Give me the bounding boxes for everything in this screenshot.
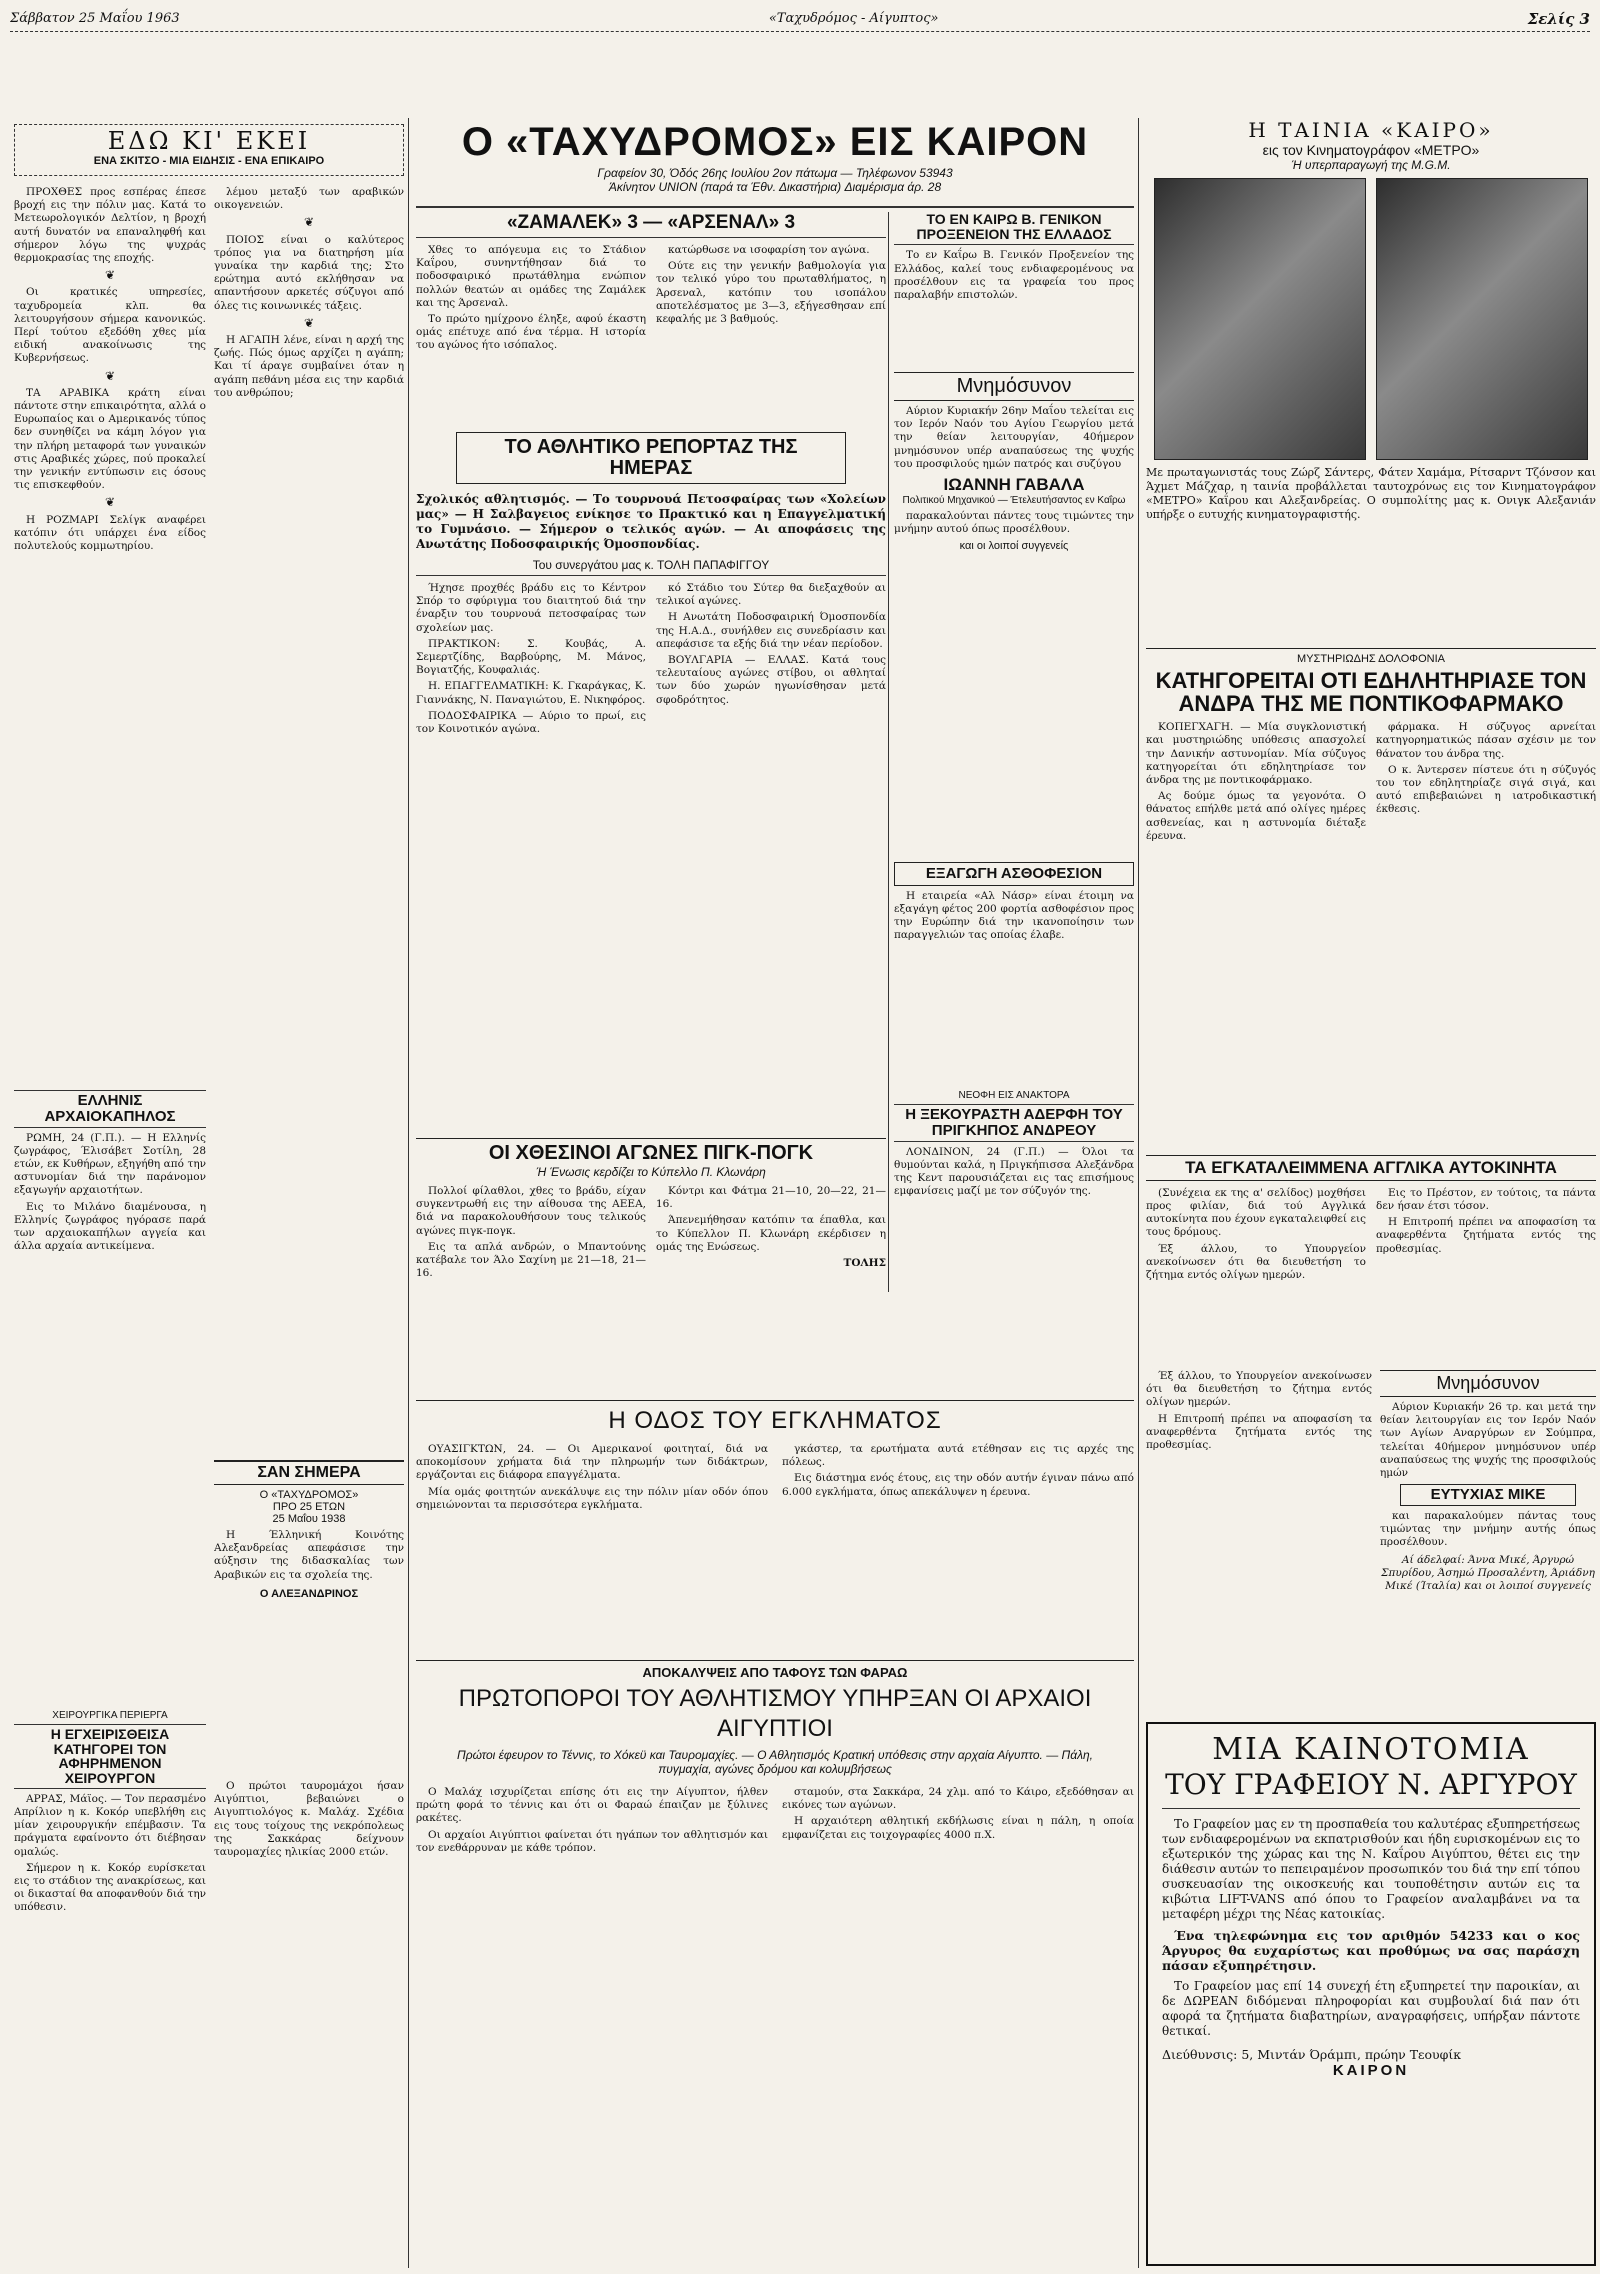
paragraph: Ένα τηλεφώνημα εις τον αριθμόν 54233 και ο κος Άργυρος θα ευχαρίστως και προθύμως να σας παράσχη πάσαν εξυπηρέτησιν. [1162,1928,1580,1973]
crime-street-article [416,1400,1134,1650]
surgery-article [14,1710,206,2265]
paragraph: Ας δούμε όμως τα γεγονότα. Ο θάνατος επήλθε μετά από ολίγες ημέρες ασθενείας, και η αστυνομία διέταξε έρευνα. [1146,790,1366,842]
palace-kicker: ΝΕΟΦΗ ΕΙΣ ΑΝΑΚΤΟΡΑ [958,1090,1070,1101]
paragraph: φάρμακα. Η σύζυγος αρνείται κατηγορηματικώς πάσαν σχέσιν με τον θάνατον του άνδρα της. [1376,721,1596,760]
export-title: ΕΞΑΓΩΓΗ ΑΣΘΟΦΕΣΙΟΝ [894,862,1134,886]
paragraph: ΠΡΑΚΤΙΚΟΝ: Σ. Κουβάς, Α. Σεμερτζίδης, Βαρβούρης, Μ. Μάνος, Βογιατζής, Κουφαλιάς. [416,637,646,677]
paragraph: Ο κ. Άντερσεν πίστευε ότι η σύζυγός του τον εδηλητηρίαζε σιγά σιγά, και αυτό επιβεβαιώνει η ιατροδικαστική έκθεσις. [1376,763,1596,816]
archaeology-article [14,1090,206,1650]
pharaohs-title: ΠΡΩΤΟΠΟΡΟΙ ΤΟΥ ΑΘΛΗΤΙΣΜΟΥ ΥΠΗΡΞΑΝ ΟΙ ΑΡΧΑΙΟΙ ΑΙΓΥΠΤΙΟΙ [458,1685,1092,1742]
paragraph: ΠΡΟΧΘΕΣ προς εσπέρας έπεσε βροχή εις την πόλιν μας. Κατά το Μετεωρολογικόν Δελτίον, η βροχή αυτή δυνατόν να επαναληφθή και σήμερον λόγω της ψυχράς θερμοκρασίας της εποχής. [14,186,206,265]
pharaohs-subtitle: Πρώτοι έφευρον το Τέννις, το Χόκεϋ και Ταυρομαχίες. — Ο Αθλητισμός Κρατική υπόθεσις στην αρχαία Αίγυπτο. — Πάλη, πυγμαχία, αγώνες δρόμου και κολυμβήσεως [457,1748,1093,1776]
film-line1: εις τον Κινηματογράφον «ΜΕΤΡΟ» [1262,142,1480,158]
paragraph: και παρακαλούμεν πάντας τους τιμώντας την μνήμην αυτής όπως προσέλθουν. [1380,1509,1596,1549]
san-simera-line1: Ο «ΤΑΧΥΔΡΟΜΟΣ» [259,1489,359,1501]
paragraph: γκάστερ, τα ερωτήματα αυτά ετέθησαν εις τις αρχές της πόλεως. [782,1443,1134,1469]
palace-title: Η ΞΕΚΟΥΡΑΣΤΗ ΑΔΕΡΦΗ ΤΟΥ ΠΡΙΓΚΗΠΟΣ ΑΝΔΡΕΟΥ [894,1104,1134,1142]
signature: ΤΟΛΗΣ [843,1257,886,1270]
paragraph: ΟΥΑΣΙΓΚΤΩΝ, 24. — Οι Αμερικανοί φοιτηταί, διά να αποκομίσουν χρήματα διά την πληρωμήν των διδάκτρων, εργάζονται εις διάφορα επαγγέλματα. [416,1443,768,1482]
ad-title2: ΤΟΥ ΓΡΑΦΕΙΟΥ Ν. ΑΡΓΥΡΟΥ [1162,1768,1580,1809]
crime-street-title: Η ΟΔΟΣ ΤΟΥ ΕΓΚΛΗΜΑΤΟΣ [416,1400,1134,1435]
paragraph: Η Ανωτάτη Ποδοσφαιρική Όμοσπονδία της Η.Α.Δ., συνήλθεν εις συνεδρίασιν και απεφάσισε τα εξής διά την νέαν περίοδον. [656,611,886,650]
murder-kicker: ΜΥΣΤΗΡΙΩΔΗΣ ΔΟΛΟΦΟΝΙΑ [1146,648,1596,665]
masthead-line2: Άκίνητον UNION (παρά τα Έθν. Δικαστήρια) Διαμέρισμα άρ. 28 [608,180,942,194]
separator: ❦ [104,268,116,283]
paragraph: Εις τα απλά ανδρών, ο Μπαντούνης κατέβαλε τον Άλο Σαχίνη με 21—18, 21—16. [416,1240,646,1280]
archaeology-title: ΕΛΛΗΝΙΣ ΑΡΧΑΙΟΚΑΠΗΛΟΣ [14,1090,206,1128]
paragraph: ΡΩΜΗ, 24 (Γ.Π.). — Η Ελληνίς ζωγράφος, Έλισάβετ Σοτίλη, 28 ετών, εκ Κυθήρων, εξηγήθη από την αστυνομίαν διά την παράνομον εξαγωγήν αρχαιοτήτων. [14,1131,206,1197]
paragraph: Το πρώτο ημίχρονο έληξε, αφού έκαστη ομάς επέτυχε από ένα τέρμα. Η ιστορία του αγώνος ήτο ισόπαλος. [416,313,646,352]
paragraph: Κόντρι και Φάτμα 21—10, 20—22, 21—16. [656,1185,886,1211]
header-paper: «Ταχυδρόμος - Αίγυπτος» [768,11,939,26]
paragraph: λέμου μεταξύ των αραβικών οικογενειών. [214,186,404,212]
san-simera-title: ΣΑΝ ΣΗΜΕΡΑ [214,1460,404,1485]
separator: ❦ [104,368,116,383]
san-simera-box [214,1460,404,1760]
paragraph: Η Έλληνική Κοινότης Αλεξανδρείας απεφάσισε την αύξησιν της διδασκαλίας των Αραβικών εις τα σχολεία της. [214,1529,404,1581]
edo-ki-ekei-col2 [214,186,404,1406]
paragraph: Σήμερον η κ. Κοκόρ ευρίσκεται εις το στάδιον της ανακρίσεως, και οι δικασταί θα αποφανθούν διά την υπόθεσιν. [14,1861,206,1914]
paragraph: Η Επιτροπή πρέπει να αποφασίση τα αναφερθέντα ζητήματα εντός της προθεσμίας. [1146,1412,1372,1452]
cars-title: ΤΑ ΕΓΚΑΤΑΛΕΙΜΜΕΝΑ ΑΓΓΛΙΚΑ ΑΥΤΟΚΙΝΗΤΑ [1146,1155,1596,1181]
consulate-notice [894,212,1134,362]
paragraph: Άπενεμήθησαν κατόπιν τα έπαθλα, και το Κύπελλον Π. Κλωνάρη εκέρδισεν η ομάς της Ενώσεως. [656,1214,886,1253]
paragraph: Εις το Πρέστον, εν τούτοις, τα πάντα δεν ήσαν έτσι τόσον. [1376,1186,1596,1213]
header-page: Σελίς 3 [1527,9,1590,28]
memorial-notice-1 [894,372,1134,852]
pingpong-title: ΟΙ ΧΘΕΣΙΝΟΙ ΑΓΩΝΕΣ ΠΙΓΚ-ΠΟΓΚ [416,1138,886,1165]
paragraph: Η ΡΟΖΜΑΡΙ Σελίγκ αναφέρει κατόπιν ότι υπάρχει ένα είδος πολυτελούς κομμωτηρίου. [14,513,206,553]
surgery-kicker: ΧΕΙΡΟΥΡΓΙΚΑ ΠΕΡΙΕΡΓΑ [52,1710,168,1721]
film-article [1146,118,1596,638]
separator: ❦ [303,315,315,330]
paragraph: ΒΟΥΛΓΑΡΙΑ — ΕΛΛΑΣ. Κατά τους τελευταίους αγώνες στίβου, οι αθληταί των δύο χωρών ηγωνίσθησαν μετά σφοδρότητος. [656,654,886,706]
paragraph: Οι κρατικές υπηρεσίες, ταχυδρομεία κλπ. θα λειτουργήσουν σήμερα κανονικώς. Περί τούτου εξεδόθη χθες μία ειδική ανακοίνωσις της Κυβερνήσεως. [14,286,206,365]
paragraph: ΚΟΠΕΓΧΑΓΗ. — Μία συγκλονιστική και μυστηριώδης υπόθεσις απασχολεί την Δανικήν αστυνομίαν. Μία σύζυγος κατηγορείται ότι εδηλητηρίασε τον άνδρα της με ποντικοφάρμακο. [1146,721,1366,786]
paragraph: Πολλοί φίλαθλοι, χθες το βράδυ, είχαν συγκεντρωθή εις την αίθουσα της ΑΕΕΑ, διά να παρακολουθήσουν τους τελικούς αγώνες πιγκ-πογκ. [416,1185,646,1237]
san-simera-sign: Ο ΑΛΕΞΑΝΔΡΙΝΟΣ [259,1587,359,1600]
paragraph: Ούτε εις την γενικήν βαθμολογία για τον τελικό γύρο του πρωταθλήματος, η Άρσεναλ, κατόπιν του ισοπάλου αποτελέσματος με 3—3, εξήγεσθησαν επί κεφαλής με 3 βαθμούς. [656,260,886,326]
pingpong-article [416,1138,886,1328]
paragraph: Η ΑΓΑΠΗ λένε, είναι η αρχή της ζωής. Πώς όμως αρχίζει η αγάπη; Και τί άραγε συμβαίνει όταν η αγάπη πεθάνη μέσα εις την καρδιά του ανθρώπου; [214,334,404,399]
san-simera-line3: 25 Μαΐου 1938 [272,1513,346,1525]
murder-article [1146,648,1596,973]
memorial-title: Μνημόσυνον [1380,1370,1596,1397]
bullfight-article [214,1780,404,2260]
sports-byline: Του συνεργάτου μας κ. ΤΟΛΗ ΠΑΠΑΦΙΓΓΟΥ [416,558,886,576]
paragraph: Έξ άλλου, το Υπουργείον ανεκοίνωσεν ότι θα διευθετήση το ζήτημα εντός ολίγων ημερών. [1146,1242,1366,1282]
film-line2: Ή υπερπαραγωγή της M.G.M. [1291,158,1451,172]
ad-address: Διεύθυνσις: 5, Μιντάν Όράμπι, πρώην Τεουφίκ [1162,2047,1462,2062]
paragraph: Το Γραφείον μας εν τη προσπαθεία του καλυτέρας εξυπηρετήσεως των ενδιαφερομένων να εκπατρισθούν και ήδη ευρισκομένων εις το εξωτερικόν της χώρας και της Ν. Καΐρου Αιγύπτου, θέτει εις την διάθεσιν αυτών το πεπειραμένον προσωπικόν του διά την επί τόπου συσκευασίαν της οικοσκευής και τουποθέτησιν αυτών εις τα κιβώτια LIFT-VANS από όπου το Γραφείον αναλαμβάνει να τα μεταφέρη μέχρι της Νέας κατοικίας. [1162,1817,1580,1921]
paragraph: Η εταιρεία «Αλ Νάσρ» είναι έτοιμη να εξαγάγη φέτος 200 φορτία ασθοφέσιον προς την Ευρώπην διά την ικανοποίησιν των παραγγελιών τας οποίας έλαβε. [894,889,1134,942]
paragraph: Εις διάστημα ενός έτους, εις την οδόν αυτήν έγιναν πάνω από 6.000 εγκλήματα, όπως απεκάλυψεν η έρευνα. [782,1472,1134,1498]
column-rule [408,118,409,2268]
paragraph: Εις το Μιλάνο διαμένουσα, η Ελληνίς ζωγράφος ηγόρασε παρά των αρχαιοκαπήλων αγγεία και άλλα αρχαία αντικείμενα. [14,1200,206,1253]
paragraph: Ήχησε προχθές βράδυ εις το Κέντρον Σπόρ το σφύριγμα του διαιτητού διά την έναρξιν του τουρνουά πετοσφαίρας των σχολείων μας. [416,582,646,634]
page-header [10,6,1590,32]
football-article [416,212,886,422]
export-article [894,862,1134,1082]
consulate-title: ΤΟ ΕΝ ΚΑΙΡΩ Β. ΓΕΝΙΚΟΝ ΠΡΟΞΕΝΕΙΟΝ ΤΗΣ ΕΛΛΑΔΟΣ [894,212,1134,245]
paragraph: ΑΡΡΑΣ, Μάϊος. — Τον περασμένο Απρίλιον η κ. Κοκόρ υπεβλήθη εις μίαν χειρουργικήν επέμβασιν. Τα πράγματα εφαίνοντο ότι διέβησαν ομαλώς. [14,1792,206,1858]
paragraph: Μία ομάς φοιτητών ανεκάλυψε εις την πόλιν μίαν οδόν όπου σημειώνονται τα περισσότερα εγκλήματα. [416,1485,768,1511]
paragraph: κό Στάδιο του Σύτερ θα διεξαχθούν αι τελικοί αγώνες. [656,582,886,608]
paragraph: Οι αρχαίοι Αιγύπτιοι φαίνεται ότι ηγάπων τον αθλητισμόν και τον ενεθάρρυναν με κάθε τρόπον. [416,1828,768,1854]
memorial-title: Μνημόσυνον [894,372,1134,401]
paragraph: (Συνέχεια εκ της α' σελίδος) μοχθήσει προς φιλίαν, διά τού Αγγλικά αυτοκίνητα που έχουν εγκαταλειφθεί εις τους δρόμους. [1146,1186,1366,1239]
edo-ki-ekei-col1 [14,186,206,1236]
edo-ki-ekei-subtitle: ΕΝΑ ΣΚΙΤΣΟ - ΜΙΑ ΕΙΔΗΣΙΣ - ΕΝΑ ΕΠΙΚΑΙΡΟ [93,155,325,167]
separator: ❦ [104,495,116,510]
paragraph: κατώρθωσε να ισοφαρίση τον αγώνα. [668,244,870,256]
pingpong-subtitle: Ή Ένωσις κερδίζει το Κύπελλο Π. Κλωνάρη [536,1165,766,1179]
cars-article [1146,1155,1596,1360]
film-title: Η ΤΑΙΝΙΑ «ΚΑΙΡΟ» [1248,118,1494,142]
masthead [416,118,1134,204]
memorial-name: ΙΩΑΝΝΗ ΓΑΒΑΛΑ [943,475,1085,495]
pharaohs-kicker: ΑΠΟΚΑΛΥΨΕΙΣ ΑΠΟ ΤΑΦΟΥΣ ΤΩΝ ΦΑΡΑΩ [416,1660,1134,1680]
san-simera-line2: ΠΡΟ 25 ΕΤΩΝ [272,1501,346,1513]
paragraph: Χθες το απόγευμα εις το Στάδιον Καΐρου, συνηντήθησαν διά το ποδοσφαιρικό πρωτάθλημα ενώπιον πολλών θεατών αι ομάδες της Ζαμάλεκ και της Άρσεναλ. [416,244,646,309]
ad-title1: ΜΙΑ ΚΑΙΝΟΤΟΜΙΑ [1212,1732,1530,1767]
memorial-sign: Αί άδελφαί: Άννα Μικέ, Άργυρώ Σπυρίδου, Άσημώ Προσαλέντη, Άριάδνη Μικέ (Ίταλία) και οι λοιποί συγγενείς [1381,1553,1595,1592]
murder-title: ΚΑΤΗΓΟΡΕΙΤΑΙ ΟΤΙ ΕΔΗΛΗΤΗΡΙΑΣΕ ΤΟΝ ΑΝΔΡΑ ΤΗΣ ΜΕ ΠΟΝΤΙΚΟΦΑΡΜΑΚΟ [1155,668,1587,717]
palace-article [894,1090,1134,1390]
paragraph: ΠΟΔΟΣΦΑΙΡΙΚΑ — Αύριο το πρωί, εις τον Κοινοτικόν αγώνα. [416,709,646,736]
masthead-line1: Γραφείον 30, Όδός 26ης Ιουλίου 2ον πάτωμα — Τηλέφωνον 53943 [597,166,953,180]
paragraph: Ο πρώτοι ταυρομάχοι ήσαν Αιγύπτιοι, βεβαιώνει ο Αιγυπτιολόγος κ. Μαλάχ. Σχέδια εις τους τοίχους της νεκρόπολεως της Σακκάρας δείχνουν ταυρομαχίες ηλικίας 2000 ετών. [214,1780,404,1859]
paragraph: παρακαλούνται πάντες τους τιμώντες την μνήμην αυτού όπως προσέλθουν. [894,510,1134,536]
sports-report [416,432,886,1137]
memorial-name: ΕΥΤΥΧΙΑΣ ΜΙΚΕ [1400,1484,1576,1506]
football-title: «ΖΑΜΑΛΕΚ» 3 — «ΑΡΣΕΝΑΛ» 3 [416,212,886,238]
paragraph: ΤΑ ΑΡΑΒΙΚΑ κράτη είναι πάντοτε στην επικαιρότητα, αλλά ο Ευρωπαίος και ο Αμερικανός τύπος δεν συνηθίζει να κάμη λόγον για την πλήρη μεταφορά των γυναικών στις Αραβικές χώρες, πού προκαλεί την γενικήν εντύπωσιν εις όσους τις επισκεφθούν. [14,386,206,492]
paragraph: ΛΟΝΔΙΝΟΝ, 24 (Γ.Π.) — Όλοι τα θυμούνται καλά, η Πριγκήπισσα Αλεξάνδρα της Κεντ παρουσιάζεται εις τας επισήμους εμφανίσεις μαζί με τον σύζυγόν της. [894,1145,1134,1198]
paragraph: Το Γραφείον μας επί 14 συνεχή έτη εξυπηρετεί την παροικίαν, αι δε ΔΩΡΕΑΝ διδόμεναι πληροφορίαι και συμβουλαί διά παν ότι αφορά τα ζητήματα διαβατηρίων, αναγραφήσεις, υπήρξαν πάντοτε θετικαί. [1162,1979,1580,2038]
film-photo-left [1154,178,1366,460]
sports-lead: Σχολικός αθλητισμός. — Το τουρνουά Πετοσφαίρας των «Χολείων μας» — Η Σαλβαγειος ενίκησε το Πρακτικό και η Επαγγελματική το Γυμνάσιο. — Σήμερον ο τελικός αγών. — Αι αποφάσεις της Ανωτάτης Ποδοσφαιρικής Όμοσπονδίας. [416,492,886,551]
argyros-advertisement [1146,1722,1596,2266]
paragraph: Αύριον Κυριακήν 26 τρ. και μετά την θείαν λειτουργίαν εις τον Ιερόν Ναόν των Αγίων Αναργύρων εν Σούμπρα, τελείται 40ήμερον μνημόσυνον υπέρ αναπαύσεως της ψυχής της προσφιλούς ημών [1380,1401,1596,1480]
cars-continuation [1146,1370,1372,1710]
paragraph: Η. ΕΠΑΓΓΕΛΜΑΤΙΚΗ: Κ. Γκαράγκας, Κ. Γιαννάκης, Ν. Παναγιώτου, Ε. Νικηφόρος. [416,680,646,706]
paragraph: Η αρχαιότερη αθλητική εκδήλωσις είναι η πάλη, η οποία εμφανίζεται εις τοιχογραφίες 4000 π.Χ. [782,1815,1134,1841]
masthead-title: Ο «ΤΑΧΥΔΡΟΜΟΣ» ΕΙΣ ΚΑΙΡΟΝ [461,120,1089,164]
memorial-name-sub: Πολιτικού Μηχανικού — Έτελευτήσαντος εν Καΐρω [902,495,1126,507]
paragraph: Ο Μαλάχ ισχυρίζεται επίσης ότι εις την Αίγυπτον, ήλθεν πρώτη φορά το τέννις και ότι οι Φαραώ έπαιζαν με ξύλινες ρακέτες. [416,1786,768,1825]
ad-city: ΚΑΙΡΟΝ [1332,2062,1410,2079]
memorial-signoff: και οι λοιποί συγγενείς [959,540,1069,553]
paragraph: Αύριον Κυριακήν 26ην Μαΐου τελείται εις τον Ιερόν Ναόν του Αγίου Γεωργίου μετά την θείαν λειτουργίαν, 40ήμερον μνημόσυνον υπέρ αναπαύσεως της ψυχής του προσφιλούς ημών πατρός και συζύγου [894,405,1134,470]
column-rule [1138,118,1139,2268]
memorial-notice-2 [1380,1370,1596,1710]
separator: ❦ [303,215,315,230]
paragraph: σταμούν, στα Σακκάρα, 24 χλμ. από το Κάιρο, εξεδόθησαν αι εικόνες των αγώνων. [782,1786,1134,1812]
column-rule [888,212,889,1292]
surgery-title: Η ΕΓΧΕΙΡΙΣΘΕΙΣΑ ΚΑΤΗΓΟΡΕΙ ΤΟΝ ΑΦΗΡΗΜΕΝΟΝ ΧΕΙΡΟΥΡΓΟΝ [14,1724,206,1789]
paragraph: Η Επιτροπή πρέπει να αποφασίση τα αναφερθέντα ζητήματα εντός της προθεσμίας. [1376,1216,1596,1255]
paragraph: ΠΟΙΟΣ είναι ο καλύτερος τρόπος για να διατηρήση μία γυναίκα την καρδιά της; Στο ερώτημα αυτό εκλήθησαν να απαντήσουν αρκετές σύζυγοι από όλες τις κοινωνικές τάξεις. [214,233,404,312]
header-date: Σάββατον 25 Μαΐου 1963 [10,11,180,26]
sports-kicker: ΤΟ ΑΘΛΗΤΙΚΟ ΡΕΠΟΡΤΑΖ ΤΗΣ ΗΜΕΡΑΣ [456,432,846,484]
film-caption: Με πρωταγωνιστάς τους Ζώρζ Σάντερς, Φάτεν Χαμάμα, Ρίτσαρντ Τζόνσον και Άχμετ Μάζχαρ, η ταινία προβάλλεται ταυτοχρόνως εις τον Κινηματογράφον «ΜΕΤΡΟ» Καΐρου και Αλεξανδρείας. Ο συμπολίτης μας κ. Ονιγκ Αλεξανιάν υπήρξε ο ευτυχής κινηματογραφιστής. [1146,466,1596,521]
edo-ki-ekei-header [14,124,404,176]
paragraph: Έξ άλλου, το Υπουργείον ανεκοίνωσεν ότι θα διευθετήση το ζήτημα εντός ολίγων ημερών. [1146,1370,1372,1409]
paragraph: Το εν Καΐρω Β. Γενικόν Προξενείον της Ελλάδος, καλεί τους ενδιαφερομένους να προσέλθουν εις τα γραφεία του προς παραλαβήν επιστολών. [894,249,1134,301]
masthead-rule [416,206,1134,208]
pharaohs-article [416,1660,1134,2266]
edo-ki-ekei-title: ΕΔΩ ΚΙ' ΕΚΕΙ [107,127,311,155]
film-photo-right [1376,178,1588,460]
